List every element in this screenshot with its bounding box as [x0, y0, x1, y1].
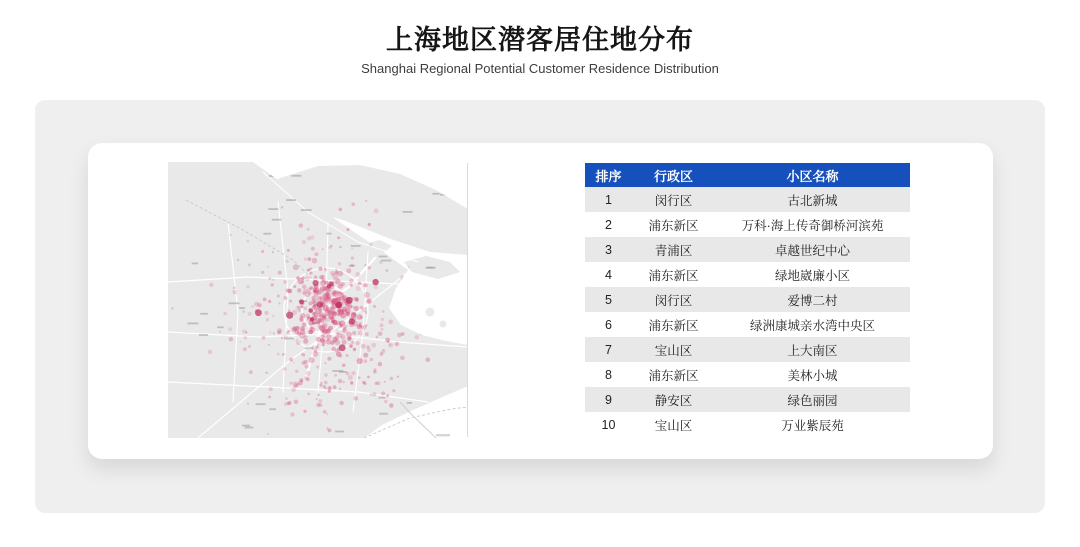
cell-community: 古北新城	[787, 193, 838, 208]
page-title: 上海地区潜客居住地分布	[386, 25, 694, 55]
table-row	[585, 237, 910, 262]
cell-district: 闵行区	[654, 193, 693, 208]
cell-rank: 10	[601, 417, 616, 432]
map-divider-line	[467, 163, 468, 437]
cell-district: 浦东新区	[648, 318, 699, 333]
ranking-table	[585, 163, 910, 437]
coastal-islet	[426, 308, 435, 317]
map-attribution-mark	[436, 434, 450, 436]
column-header-1: 行政区	[632, 163, 715, 187]
table-row	[585, 387, 910, 412]
cell-district: 静安区	[654, 393, 693, 408]
cell-rank: 1	[605, 192, 612, 207]
table-row	[585, 262, 910, 287]
table-row	[585, 362, 910, 387]
table-row	[585, 337, 910, 362]
cell-district: 浦东新区	[648, 368, 699, 383]
cell-rank: 7	[605, 342, 612, 357]
cell-district: 青浦区	[654, 243, 693, 258]
cell-rank: 2	[605, 217, 612, 232]
cell-community: 绿色丽园	[787, 393, 838, 408]
shanghai-basemap	[168, 162, 468, 438]
cell-rank: 5	[605, 292, 612, 307]
column-header-2: 小区名称	[715, 163, 910, 187]
cell-district: 宝山区	[654, 418, 693, 433]
cell-rank: 6	[605, 317, 612, 332]
cell-district: 浦东新区	[648, 268, 699, 283]
shanghai-map-svg	[168, 162, 468, 438]
cell-community: 卓越世纪中心	[774, 243, 850, 258]
table-row	[585, 412, 910, 437]
cell-community: 绿洲康城亲水湾中央区	[749, 318, 875, 333]
cell-community: 万科·海上传奇御桥河滨苑	[741, 218, 884, 233]
cell-rank: 9	[605, 392, 612, 407]
cell-rank: 4	[605, 267, 612, 282]
cell-community: 爱博二村	[787, 293, 838, 308]
ranking-table-wrap	[585, 163, 910, 437]
chart-card	[88, 143, 993, 459]
content-panel	[35, 100, 1045, 513]
table-row	[585, 187, 910, 212]
cell-community: 万业紫辰苑	[781, 418, 844, 433]
cell-district: 浦东新区	[648, 218, 699, 233]
cell-district: 宝山区	[654, 343, 693, 358]
column-header-0: 排序	[585, 163, 632, 187]
cell-community: 上大南区	[787, 343, 838, 358]
table-row	[585, 212, 910, 237]
page-subtitle: Shanghai Regional Potential Customer Residence Distribution	[361, 61, 719, 76]
coastal-islet	[440, 321, 447, 328]
cell-community: 绿地崴廉小区	[774, 268, 850, 283]
cell-rank: 3	[605, 242, 612, 257]
cell-district: 闵行区	[654, 293, 693, 308]
table-header	[585, 163, 910, 187]
cell-community: 美林小城	[787, 368, 838, 383]
cell-rank: 8	[605, 367, 612, 382]
table-row	[585, 287, 910, 312]
table-row	[585, 312, 910, 337]
